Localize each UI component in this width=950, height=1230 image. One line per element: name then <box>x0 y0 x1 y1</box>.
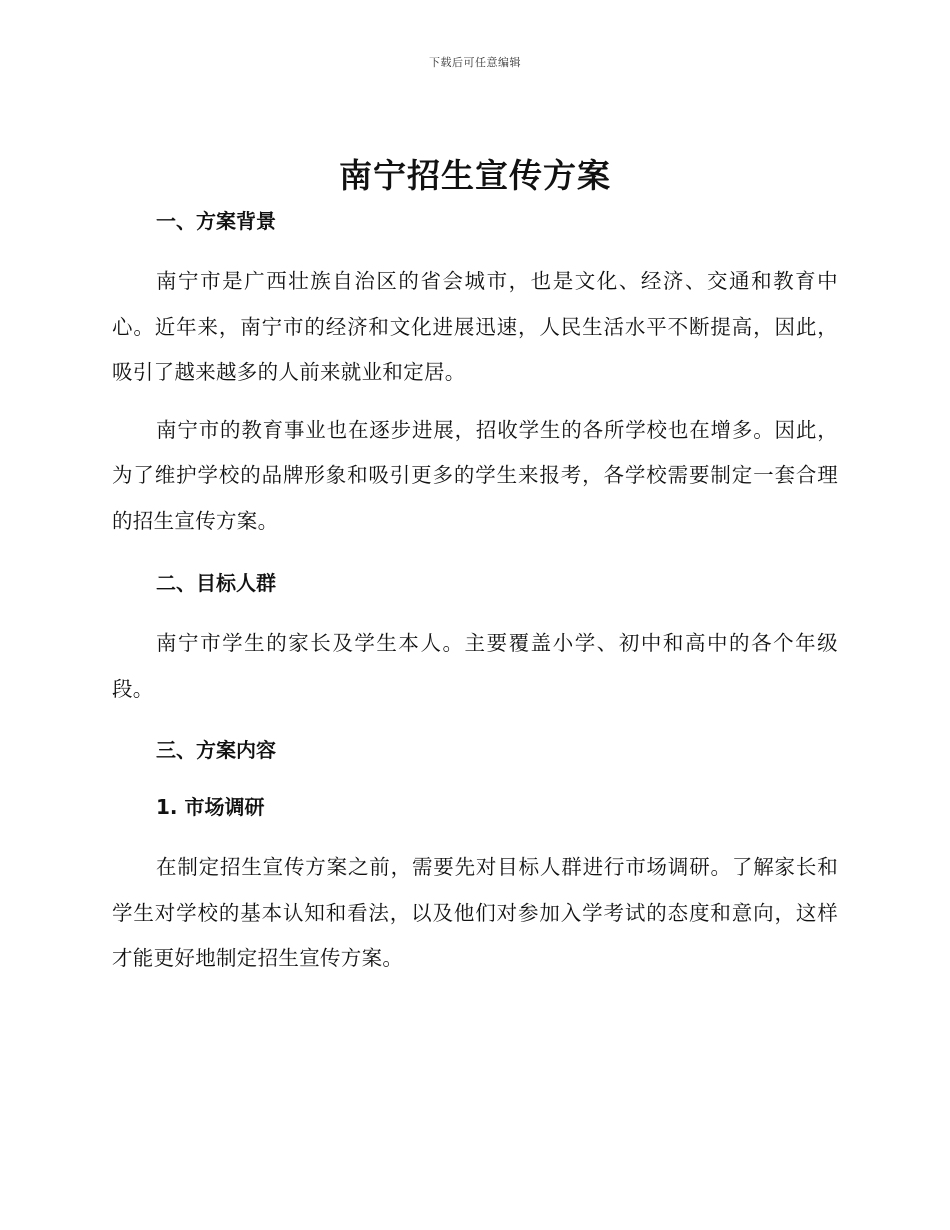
page-header: 下载后可任意编辑 <box>429 56 521 69</box>
section-heading-content: 三、方案内容 <box>156 738 276 762</box>
paragraph-market-research: 在制定招生宣传方案之前，需要先对目标人群进行市场调研。了解家长和学生对学校的基本认知和看法，以及他们对参加入学考试的态度和意向，这样才能更好地制定招生宣传方案。 <box>112 855 838 970</box>
section-heading-target: 二、目标人群 <box>156 571 276 595</box>
paragraph-background-2: 南宁市的教育事业也在逐步进展，招收学生的各所学校也在增多。因此，为了维护学校的品牌形象和吸引更多的学生来报考，各学校需要制定一套合理的招生宣传方案。 <box>112 417 838 533</box>
subsection-heading-market-research: 1. 市场调研 <box>156 795 265 819</box>
document-body <box>112 205 838 982</box>
section-heading-background: 一、方案背景 <box>156 209 276 233</box>
document-title: 南宁招生宣传方案 <box>339 156 611 195</box>
paragraph-background-1: 南宁市是广西壮族自治区的省会城市，也是文化、经济、交通和教育中心。近年来，南宁市的经济和文化进展迅速，人民生活水平不断提高，因此，吸引了越来越多的人前来就业和定居。 <box>112 269 838 384</box>
paragraph-target: 南宁市学生的家长及学生本人。主要覆盖小学、初中和高中的各个年级段。 <box>112 631 838 701</box>
